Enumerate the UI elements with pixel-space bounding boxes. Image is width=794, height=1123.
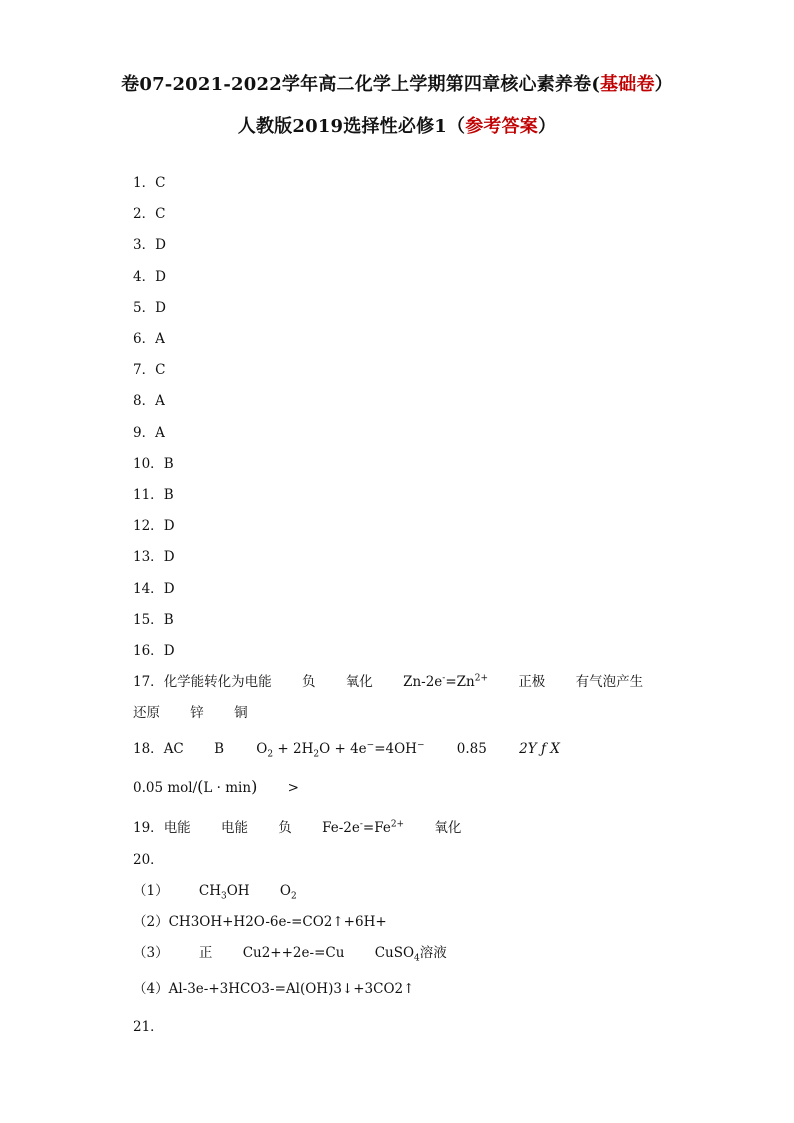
document-title-line2 (0, 112, 794, 138)
answer-item (133, 608, 174, 628)
answer-18-part2: B (214, 741, 224, 757)
answer-value: C (155, 206, 166, 223)
question-number: 6． (133, 331, 156, 347)
answer-item (133, 327, 165, 347)
answer-17-part2: 负 (301, 674, 316, 690)
question-number: 2． (133, 206, 156, 223)
title-line2-text: 人教版2019选择性必修1（ (237, 116, 466, 137)
answer-20-part3: （3） 正 Cu2++2e-=Cu CuSO$_4$溶液 (133, 945, 447, 964)
title-line1-highlight: 基础卷 (600, 74, 655, 95)
answer-19-line (133, 816, 461, 836)
answer-17-part8: 锌 (190, 705, 204, 721)
answer-20-part1: （1） $CH_3OH$ $O_2$ (133, 883, 297, 902)
answer-item (133, 483, 174, 503)
answer-item (133, 358, 165, 378)
answer-value: A (155, 393, 165, 410)
question-number: 11． (133, 487, 164, 503)
answer-19-part3: 负 (278, 820, 292, 836)
question-number: 16． (133, 643, 164, 659)
answer-value: C (155, 362, 166, 379)
answer-item (133, 639, 175, 659)
answer-17-line1 (133, 670, 643, 690)
answer-value: D (163, 580, 175, 597)
answer-17-part9: 铜 (234, 705, 248, 721)
answer-20-3-a2: Cu2++2e-=Cu (242, 945, 345, 961)
answer-20-number: 20． (133, 852, 164, 868)
question-number: 3． (133, 237, 156, 254)
answer-20-1-a2: $O_2$ (279, 883, 297, 902)
answer-20-1-a1: $CH_3OH$ (198, 883, 250, 902)
question-number: 14． (133, 580, 164, 597)
answer-19-part4: $Fe-2e^-=Fe^{2+}$ (322, 819, 405, 836)
answer-19-part1: 电能 (163, 820, 191, 836)
answer-17-part5: 正极 (518, 674, 546, 690)
title-line1-close: ） (654, 74, 673, 95)
question-number: 12． (133, 518, 164, 535)
answer-value: D (163, 549, 175, 566)
answer-18-part4: 0.85 (456, 741, 487, 757)
question-number: 9． (133, 424, 156, 441)
question-number: 10． (133, 455, 164, 472)
answer-value: A (155, 331, 165, 347)
question-number: 13． (133, 549, 164, 566)
answer-17-part7: 还原 (133, 705, 160, 721)
answer-17-part4: $Zn-2e^-=Zn^{2+}$ (403, 673, 489, 690)
answer-17-part3: 氧化 (345, 674, 373, 690)
answer-value: B (163, 611, 174, 628)
answer-item (133, 421, 165, 441)
answer-19-part2: 电能 (220, 820, 248, 836)
answer-18-part1: AC (163, 741, 184, 757)
answer-value: B (163, 455, 174, 472)
answer-value: A (155, 424, 165, 441)
answer-value: D (163, 643, 175, 659)
document-title-line1 (0, 70, 794, 96)
question-number: 5． (133, 299, 156, 316)
question-number: 18． (133, 741, 164, 757)
answer-value: D (155, 237, 166, 254)
question-number: 1． (133, 175, 156, 191)
answer-item (133, 577, 175, 597)
question-number: 8． (133, 393, 156, 410)
answer-value: B (163, 487, 174, 503)
answer-21-number: 21． (133, 1019, 164, 1035)
answer-18-line2 (133, 777, 299, 796)
answer-item (133, 389, 165, 409)
answer-17-part1: 化学能转化为电能 (163, 674, 272, 690)
answer-item (133, 202, 165, 222)
answer-item (133, 545, 175, 565)
answer-20-3-a3: CuSO$_4$溶液 (374, 945, 447, 964)
answer-item (133, 296, 166, 316)
answer-value: C (155, 175, 166, 191)
answer-17-part6: 有气泡产生 (575, 674, 644, 690)
title-line2-highlight: 参考答案 (465, 116, 539, 137)
answer-item (133, 233, 166, 253)
answer-19-part5: 氧化 (434, 820, 462, 836)
answer-value: D (155, 299, 166, 316)
question-number: 7． (133, 362, 156, 379)
question-number: 17． (133, 674, 164, 690)
answer-18-line1 (133, 737, 560, 760)
answer-value: D (163, 518, 175, 535)
answer-18-part5: 2Y ƒ X (519, 741, 560, 757)
answer-20-4-equation: Al-3e-+3HCO3-=Al(OH)3↓+3CO2↑ (168, 981, 415, 997)
answer-value: D (155, 268, 166, 285)
answer-item (133, 171, 165, 191)
answer-20-2-equation: CH3OH+H2O-6e-=CO2↑+6H+ (168, 914, 387, 930)
title-line1-text: 卷07-2021-2022学年高二化学上学期第四章核心素养卷( (121, 74, 601, 95)
answer-18-part6: 0.05 mol/(L · min) (133, 777, 258, 796)
answer-item (133, 265, 166, 285)
answer-17-line2 (133, 701, 248, 721)
title-line2-close: ） (538, 116, 557, 137)
answer-item (133, 514, 175, 534)
question-number: 4． (133, 268, 156, 285)
answer-20-part2: （2）CH3OH+H2O-6e-=CO2↑+6H+ (133, 914, 387, 930)
question-number: 19． (133, 820, 164, 836)
answer-20-3-a1: 正 (198, 945, 213, 961)
answer-18-part3: $O_2 + 2H_2O + 4e^-=4OH^-$ (256, 740, 425, 760)
answer-item (133, 452, 174, 472)
answer-20-part4: （4）Al-3e-+3HCO3-=Al(OH)3↓+3CO2↑ (133, 981, 415, 997)
answer-18-part7: > (287, 780, 299, 796)
question-number: 15． (133, 611, 164, 628)
